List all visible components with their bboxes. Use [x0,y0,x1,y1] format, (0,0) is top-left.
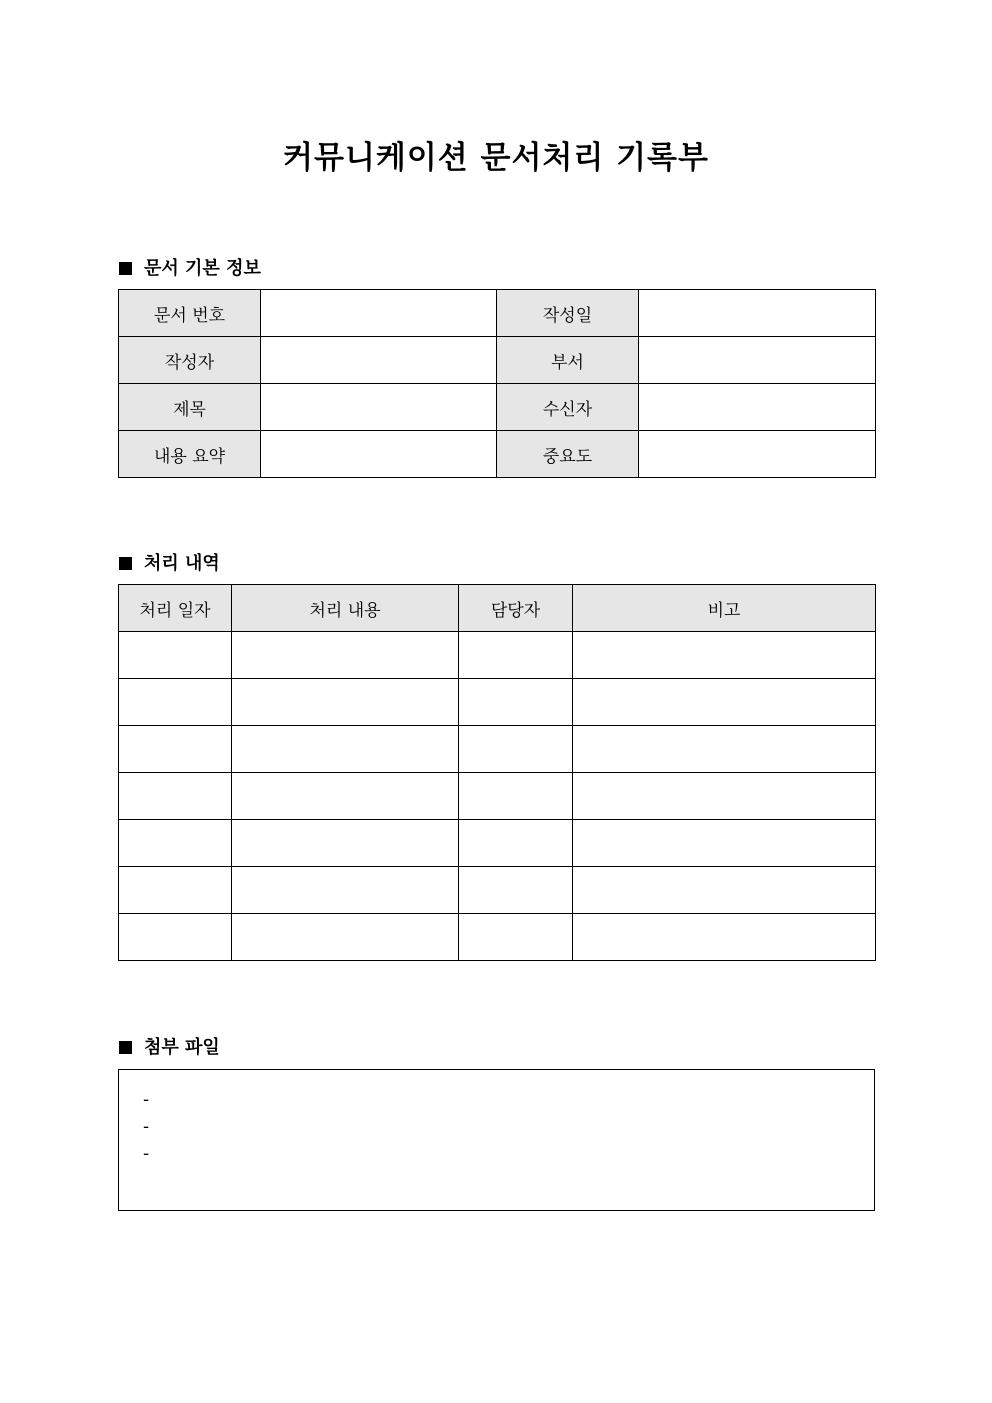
table-row [119,914,876,961]
table-row [119,431,876,478]
priority-field[interactable] [639,431,876,478]
subject-field[interactable] [261,384,497,431]
table-row [119,820,876,867]
recipient-field[interactable] [639,384,876,431]
assignee-cell[interactable] [459,679,573,726]
square-bullet-icon [119,262,132,275]
column-header: 비고 [573,585,876,632]
field-label: 문서 번호 [119,290,261,337]
column-header: 담당자 [459,585,573,632]
field-label: 작성일 [497,290,639,337]
field-label: 제목 [119,384,261,431]
section-heading-text: 첨부 파일 [144,1037,220,1058]
process-content-cell[interactable] [232,914,459,961]
process-content-cell[interactable] [232,679,459,726]
square-bullet-icon [119,557,132,570]
section-heading-text: 문서 기본 정보 [144,258,261,279]
attachments-box[interactable] [118,1069,875,1211]
process-date-cell[interactable] [119,726,232,773]
process-content-cell[interactable] [232,726,459,773]
section-heading-text: 처리 내역 [144,553,220,574]
process-date-cell[interactable] [119,914,232,961]
column-header: 처리 일자 [119,585,232,632]
field-label: 내용 요약 [119,431,261,478]
remarks-cell[interactable] [573,679,876,726]
table-row [119,773,876,820]
assignee-cell[interactable] [459,773,573,820]
remarks-cell[interactable] [573,867,876,914]
section-heading-attachments [119,1033,220,1059]
field-label: 수신자 [497,384,639,431]
assignee-cell[interactable] [459,726,573,773]
remarks-cell[interactable] [573,726,876,773]
assignee-cell[interactable] [459,820,573,867]
table-row [119,679,876,726]
summary-field[interactable] [261,431,497,478]
remarks-cell[interactable] [573,773,876,820]
document-number-field[interactable] [261,290,497,337]
section-heading-basic-info [119,254,261,280]
table-row [119,632,876,679]
process-date-cell[interactable] [119,773,232,820]
remarks-cell[interactable] [573,914,876,961]
created-date-field[interactable] [639,290,876,337]
process-content-cell[interactable] [232,867,459,914]
field-label: 중요도 [497,431,639,478]
assignee-cell[interactable] [459,632,573,679]
remarks-cell[interactable] [573,632,876,679]
column-header: 처리 내용 [232,585,459,632]
process-content-cell[interactable] [232,773,459,820]
process-date-cell[interactable] [119,679,232,726]
process-history-table [118,584,876,961]
attachment-item[interactable]: - [143,1090,150,1110]
section-heading-process-history [119,549,220,575]
process-content-cell[interactable] [232,632,459,679]
basic-info-table [118,289,876,478]
table-row [119,867,876,914]
assignee-cell[interactable] [459,914,573,961]
table-row [119,726,876,773]
process-date-cell[interactable] [119,632,232,679]
author-field[interactable] [261,337,497,384]
process-date-cell[interactable] [119,867,232,914]
attachment-item[interactable]: - [143,1144,150,1164]
table-row [119,337,876,384]
process-date-cell[interactable] [119,820,232,867]
square-bullet-icon [119,1041,132,1054]
table-header-row [119,585,876,632]
assignee-cell[interactable] [459,867,573,914]
field-label: 부서 [497,337,639,384]
attachment-item[interactable]: - [143,1117,150,1137]
table-row [119,290,876,337]
table-row [119,384,876,431]
attachment-list [119,1070,874,1168]
process-content-cell[interactable] [232,820,459,867]
page-title: 커뮤니케이션 문서처리 기록부 [283,140,709,176]
remarks-cell[interactable] [573,820,876,867]
department-field[interactable] [639,337,876,384]
field-label: 작성자 [119,337,261,384]
